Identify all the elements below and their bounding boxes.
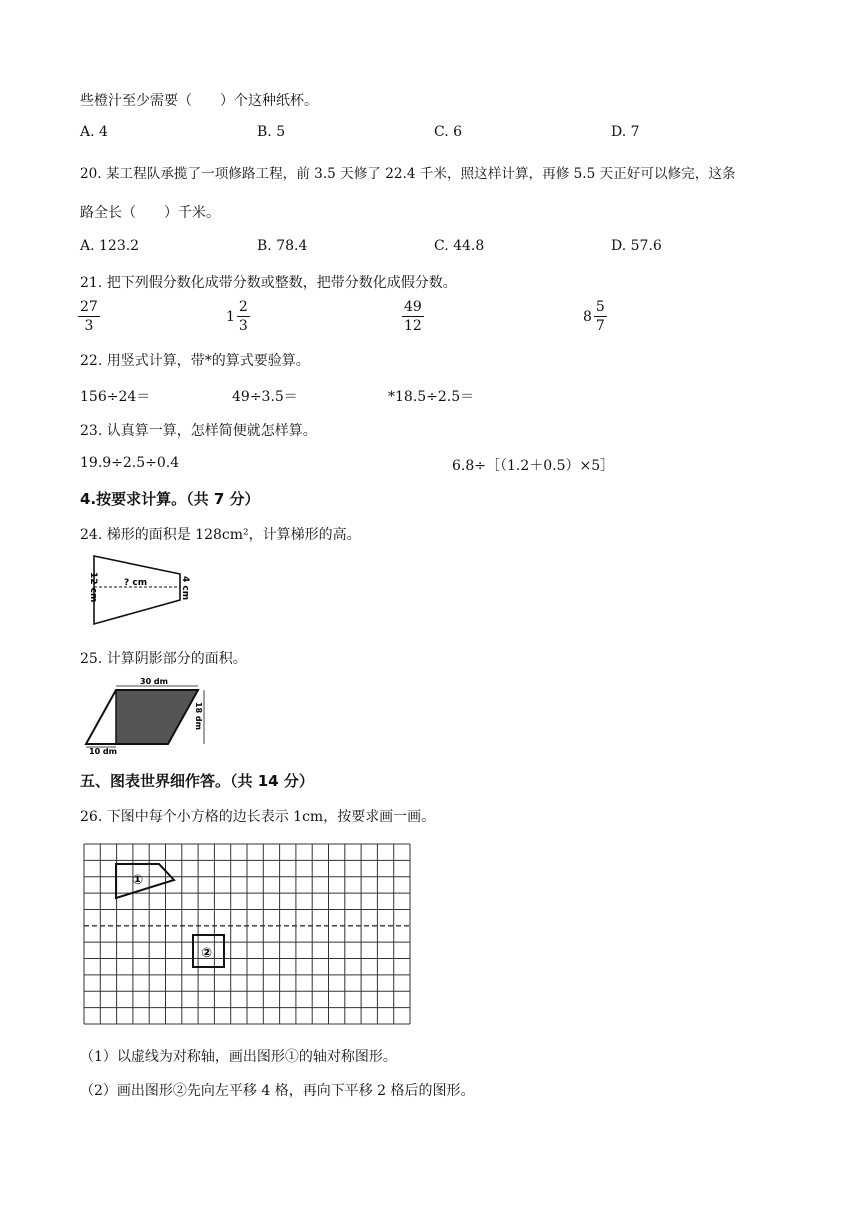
fraction-4-denominator: 7 <box>595 318 605 334</box>
q25-stem: 25. 计算阴影部分的面积。 <box>80 651 247 667</box>
q20-stem-line2: 路全长（ ）千米。 <box>80 205 220 221</box>
q19-option-b[interactable]: B. 5 <box>257 124 286 140</box>
grid-figure <box>82 843 412 1025</box>
q23-item-1: 19.9÷2.5÷0.4 <box>80 455 180 471</box>
fraction-2-denominator: 3 <box>238 318 248 334</box>
q22-stem: 22. 用竖式计算，带*的算式要验算。 <box>80 353 310 369</box>
section-4-heading: 4.按要求计算。（共 7 分） <box>80 490 260 508</box>
q23-stem: 23. 认真算一算，怎样简便就怎样算。 <box>80 423 317 439</box>
q21-stem: 21. 把下列假分数化成带分数或整数，把带分数化成假分数。 <box>80 275 457 291</box>
q24-stem: 24. 梯形的面积是 128cm²，计算梯形的高。 <box>80 527 361 543</box>
trapezoid-figure <box>80 552 200 628</box>
q23-item-2: 6.8÷［（1.2＋0.5）×5］ <box>452 458 615 474</box>
trapezoid-shape <box>94 556 180 624</box>
fraction-1 <box>78 300 100 333</box>
q20-stem-line1: 20. 某工程队承揽了一项修路工程，前 3.5 天修了 22.4 千米，照这样计算，再修 5.5 天正好可以修完，这条 <box>80 166 736 182</box>
q19-stem-tail: 些橙汁至少需要（ ）个这种纸杯。 <box>80 93 318 109</box>
q20-option-a[interactable]: A. 123.2 <box>80 238 140 254</box>
fraction-1-denominator: 3 <box>84 318 94 334</box>
q20-option-d[interactable]: D. 57.6 <box>611 238 662 254</box>
fraction-4-numerator: 5 <box>595 299 605 315</box>
trapezoid-left-label: 12 cm <box>88 572 98 603</box>
section-5-heading: 五、图表世界细作答。（共 14 分） <box>80 772 314 790</box>
fraction-4-whole: 8 <box>583 308 592 325</box>
q20-option-c[interactable]: C. 44.8 <box>434 238 485 254</box>
q19-option-a[interactable]: A. 4 <box>80 124 108 140</box>
q20-option-b[interactable]: B. 78.4 <box>257 238 308 254</box>
fraction-4-part <box>594 300 607 333</box>
fraction-3 <box>402 300 424 333</box>
shape-2-label: ② <box>201 946 213 961</box>
fraction-2-numerator: 2 <box>238 299 248 315</box>
fraction-2-part <box>237 300 250 333</box>
fraction-bar <box>402 316 424 317</box>
right-dimension-label: 18 dm <box>194 702 203 730</box>
bottom-dimension-label: 10 dm <box>89 747 117 756</box>
fraction-bar <box>594 316 607 317</box>
shape-1-label: ① <box>132 873 144 888</box>
fraction-bar <box>237 316 250 317</box>
trapezoid-height-label: ? cm <box>124 578 148 588</box>
q19-option-d[interactable]: D. 7 <box>611 124 640 140</box>
fraction-3-denominator: 12 <box>404 318 422 334</box>
trapezoid-right-label: 4 cm <box>180 576 190 601</box>
fraction-bar <box>78 316 100 317</box>
fraction-3-numerator: 49 <box>404 299 422 315</box>
q26-sub-1: （1）以虚线为对称轴，画出图形①的轴对称图形。 <box>80 1049 397 1065</box>
q22-item-1: 156÷24＝ <box>80 389 151 405</box>
fraction-1-numerator: 27 <box>80 299 98 315</box>
parallelogram-figure <box>80 672 215 756</box>
grid-lines <box>84 844 410 1024</box>
fraction-2 <box>226 300 250 333</box>
q26-stem: 26. 下图中每个小方格的边长表示 1cm，按要求画一画。 <box>80 809 436 825</box>
q22-item-2: 49÷3.5＝ <box>232 389 298 405</box>
q19-option-c[interactable]: C. 6 <box>434 124 463 140</box>
fraction-4 <box>583 300 607 333</box>
fraction-2-whole: 1 <box>226 308 235 325</box>
shaded-region <box>116 690 198 744</box>
q22-item-3: *18.5÷2.5＝ <box>388 389 475 405</box>
top-dimension-label: 30 dm <box>140 677 168 686</box>
q26-sub-2: （2）画出图形②先向左平移 4 格，再向下平移 2 格后的图形。 <box>80 1083 475 1099</box>
